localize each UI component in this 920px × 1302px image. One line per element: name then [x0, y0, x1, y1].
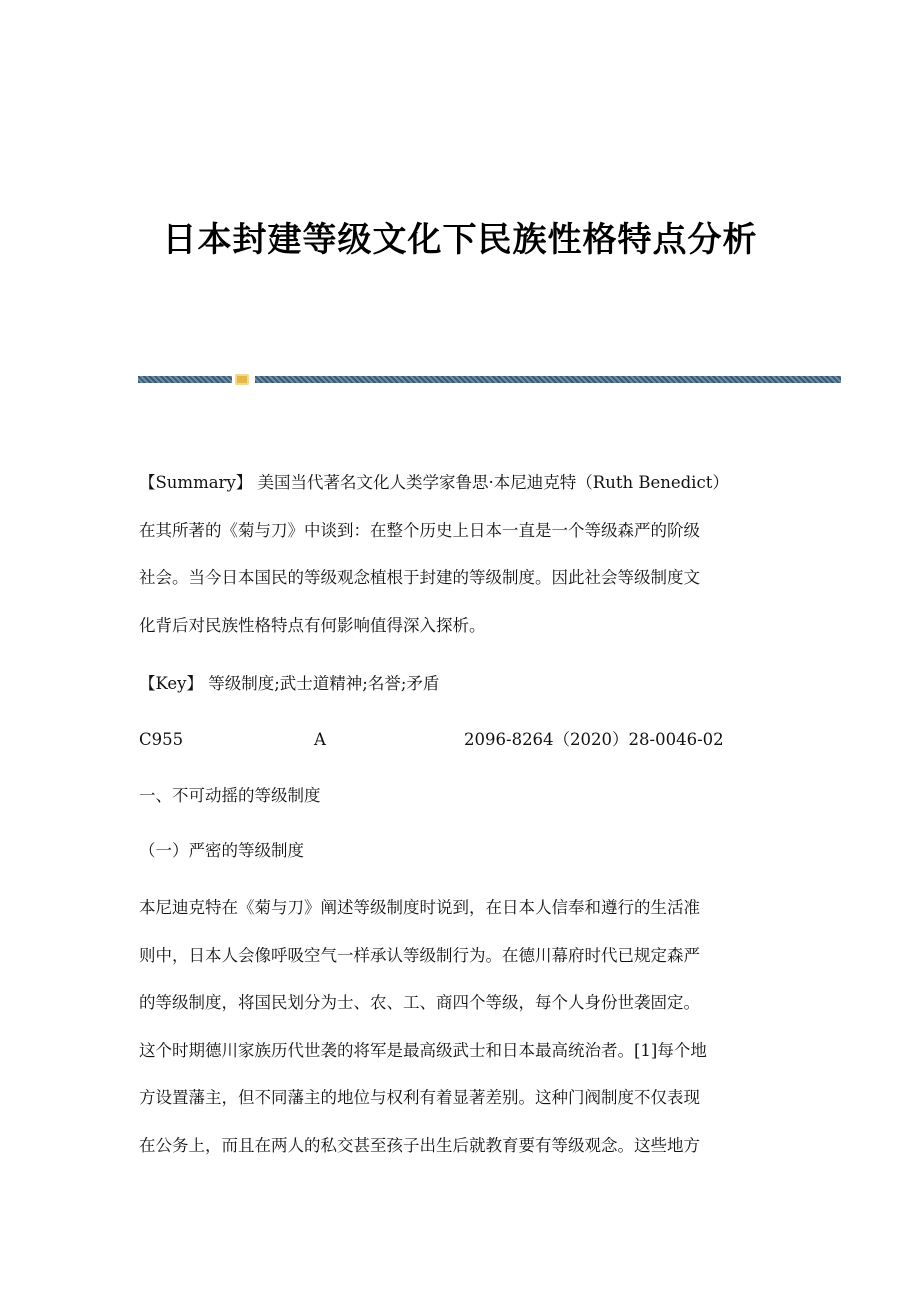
body-line: 的等级制度，将国民划分为士、农、工、商四个等级，每个人身份世袭固定。: [139, 993, 700, 1012]
title-divider: [138, 375, 841, 384]
body-line: 本尼迪克特在《菊与刀》阐述等级制度时说到，在日本人信奉和遵行的生活准: [139, 898, 700, 917]
body-line: 方设置藩主，但不同藩主的地位与权利有着显著差别。这种门阀制度不仅表现: [139, 1088, 700, 1107]
summary-paragraph: [139, 459, 779, 649]
body-paragraph: [139, 884, 779, 1169]
body-line: 这个时期德川家族历代世袭的将军是最高级武士和日本最高统治者。[1]每个地: [139, 1040, 707, 1060]
summary-line: 社会。当今日本国民的等级观念植根于封建的等级制度。因此社会等级制度文: [139, 568, 700, 587]
subsection-heading: （一）严密的等级制度: [139, 841, 304, 860]
summary-line-text: 美国当代著名文化人类学家鲁思·本尼迪克特（Ruth Benedict）: [257, 473, 729, 492]
section-heading: 一、不可动摇的等级制度: [139, 786, 321, 805]
keywords-line: [139, 660, 779, 708]
summary-line: 在其所著的《菊与刀》中谈到：在整个历史上日本一直是一个等级森严的阶级: [139, 520, 700, 540]
body-line: 在公务上，而且在两人的私交甚至孩子出生后就教育要有等级观念。这些地方: [139, 1135, 700, 1155]
summary-label: 【Summary】: [139, 473, 253, 492]
keywords-label: 【Key】: [139, 674, 203, 693]
divider-bar-right: [255, 376, 841, 383]
divider-bar-left: [138, 376, 232, 383]
article-id: 2096-8264（2020）28-0046-02: [464, 730, 724, 749]
clc-number: C955: [139, 730, 184, 749]
divider-ornament-icon: [235, 374, 249, 385]
page-title: 日本封建等级文化下民族性格特点分析: [162, 220, 758, 260]
keywords-text: 等级制度;武士道精神;名誉;矛盾: [208, 674, 440, 693]
summary-line: 化背后对民族性格特点有何影响值得深入探析。: [139, 615, 486, 635]
document-code: A: [314, 730, 326, 749]
body-line: 则中，日本人会像呼吸空气一样承认等级制行为。在德川幕府时代已规定森严: [139, 945, 700, 965]
keywords-paragraph: [139, 660, 779, 708]
summary-line: [139, 459, 779, 507]
